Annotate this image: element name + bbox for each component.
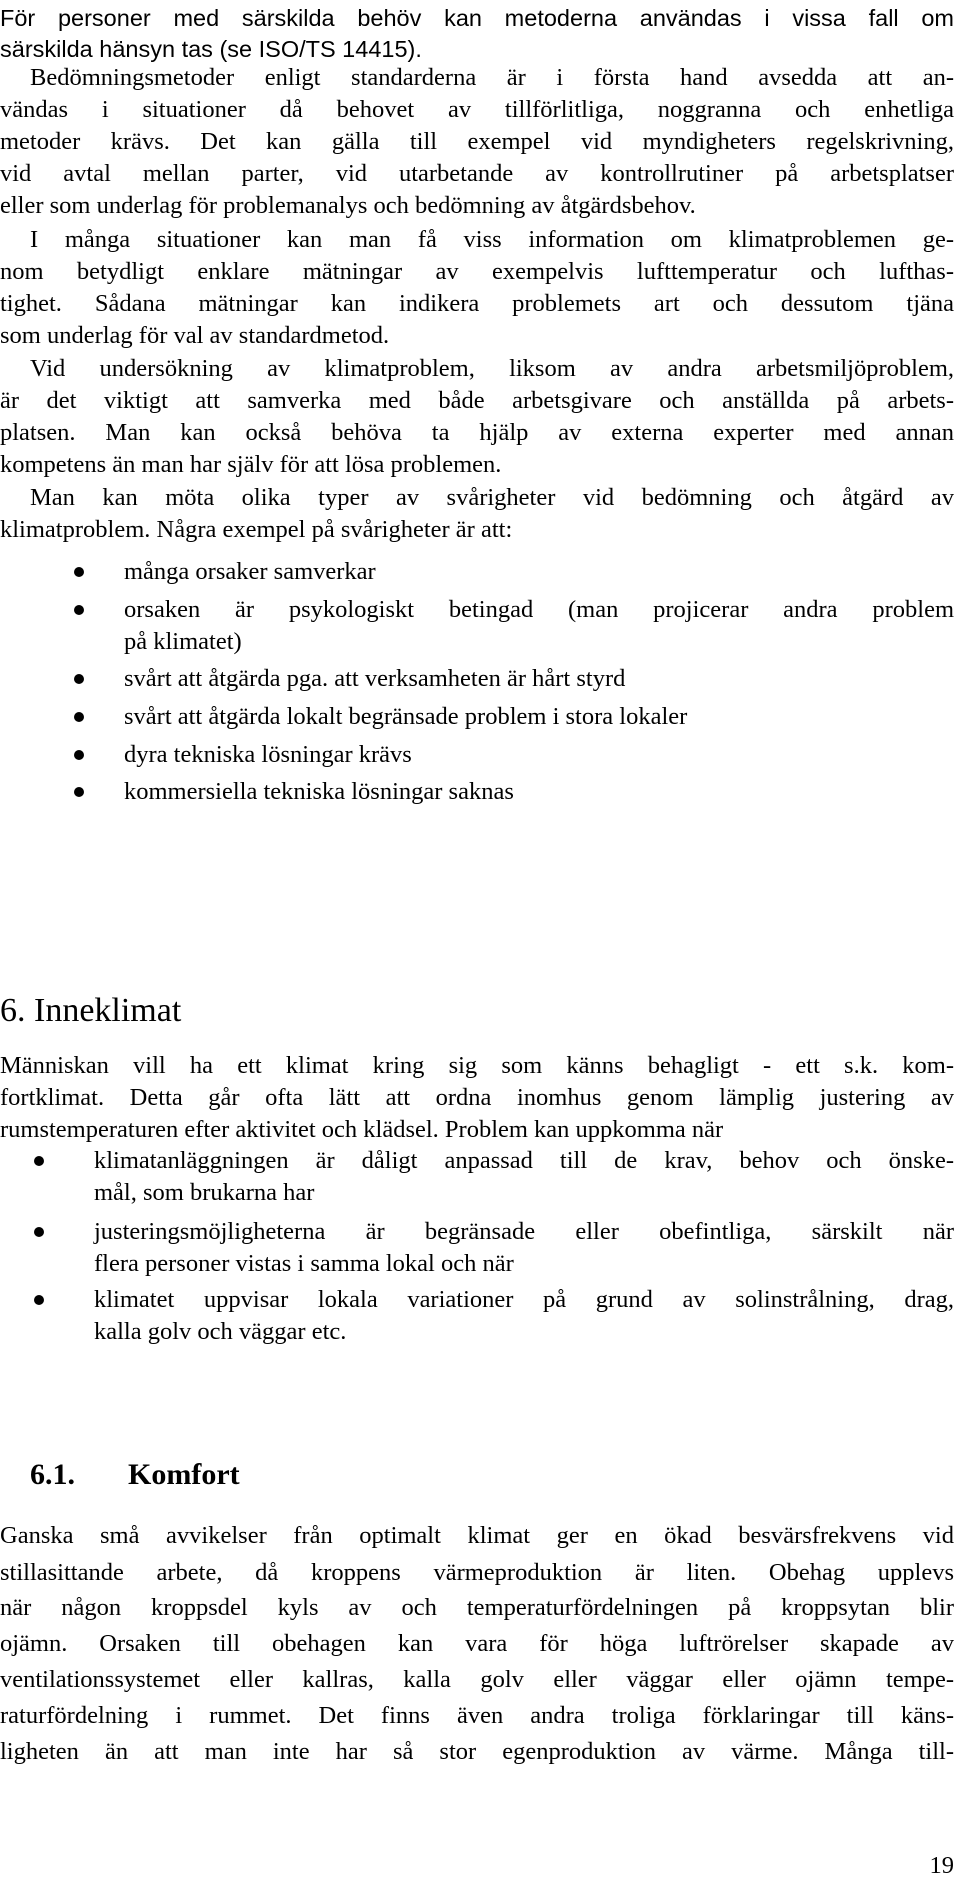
- list-item: orsaken är psykologiskt betingad (man projicerar andra problem: [124, 596, 954, 623]
- paragraph-line: stillasittande arbete, då kroppens värmeproduktion är liten. Obehag upplevs: [0, 1559, 954, 1586]
- list-item: klimatanläggningen är dåligt anpassad till de krav, behov och önske-: [94, 1147, 954, 1174]
- paragraph-line: I många situationer kan man få viss information om klimatproblemen ge-: [30, 226, 954, 253]
- page-number: 19: [929, 1852, 954, 1879]
- bullet-icon: [34, 1295, 44, 1305]
- paragraph-line: klimatproblem. Några exempel på svårigheter är att:: [0, 516, 513, 543]
- subsection-heading: [30, 1455, 240, 1495]
- paragraph-line: Vid undersökning av klimatproblem, liksom av andra arbetsmiljöproblem,: [30, 355, 954, 382]
- paragraph-line: rumstemperaturen efter aktivitet och klädsel. Problem kan uppkomma när: [0, 1116, 724, 1143]
- paragraph-line: eller som underlag för problemanalys och bedömning av åtgärdsbehov.: [0, 192, 696, 219]
- paragraph-line: Ganska små avvikelser från optimalt klimat ger en ökad besvärsfrekvens vid: [0, 1522, 954, 1549]
- bullet-icon: [74, 674, 84, 684]
- paragraph-line: ojämn. Orsaken till obehagen kan vara för höga luftrörelser skapade av: [0, 1630, 954, 1657]
- section-heading: 6. Inneklimat: [0, 992, 182, 1029]
- list-item: dyra tekniska lösningar krävs: [124, 741, 412, 768]
- paragraph-line: särskilda hänsyn tas (se ISO/TS 14415).: [0, 36, 422, 62]
- paragraph-line: Människan vill ha ett klimat kring sig som känns behagligt - ett s.k. kom-: [0, 1052, 954, 1079]
- list-item: kommersiella tekniska lösningar saknas: [124, 778, 514, 805]
- list-item: klimatet uppvisar lokala variationer på grund av solinstrålning, drag,: [94, 1286, 954, 1313]
- paragraph-line: kompetens än man har själv för att lösa problemen.: [0, 451, 502, 478]
- bullet-icon: [74, 712, 84, 722]
- subsection-title: Komfort: [128, 1458, 240, 1491]
- list-item: på klimatet): [124, 628, 242, 655]
- bullet-icon: [74, 787, 84, 797]
- paragraph-line: är det viktigt att samverka med både arbetsgivare och anställda på arbets-: [0, 387, 954, 414]
- paragraph-line: fortklimat. Detta går ofta lätt att ordna inomhus genom lämplig justering av: [0, 1084, 954, 1111]
- paragraph-line: Bedömningsmetoder enligt standarderna är i första hand avsedda att an-: [30, 64, 954, 91]
- list-item: kalla golv och väggar etc.: [94, 1318, 347, 1345]
- bullet-icon: [34, 1156, 44, 1166]
- bullet-icon: [74, 605, 84, 615]
- list-item: mål, som brukarna har: [94, 1179, 315, 1206]
- paragraph-line: vändas i situationer då behovet av tillförlitliga, noggranna och enhetliga: [0, 96, 954, 123]
- paragraph-line: ligheten än att man inte har så stor egenproduktion av värme. Många till-: [0, 1738, 954, 1765]
- subsection-number: 6.1.: [30, 1458, 75, 1491]
- paragraph-line: För personer med särskilda behöv kan metoderna användas i vissa fall om: [0, 5, 954, 31]
- list-item: svårt att åtgärda lokalt begränsade problem i stora lokaler: [124, 703, 688, 730]
- paragraph-line: när någon kroppsdel kyls av och temperaturfördelningen på kroppsytan blir: [0, 1594, 954, 1621]
- paragraph-line: ventilationssystemet eller kallras, kalla golv eller väggar eller ojämn tempe-: [0, 1666, 954, 1693]
- paragraph-line: som underlag för val av standardmetod.: [0, 322, 390, 349]
- paragraph-line: Man kan möta olika typer av svårigheter vid bedömning och åtgärd av: [30, 484, 954, 511]
- list-item: flera personer vistas i samma lokal och när: [94, 1250, 514, 1277]
- paragraph-line: metoder krävs. Det kan gälla till exempel vid myndigheters regelskrivning,: [0, 128, 954, 155]
- paragraph-line: raturfördelning i rummet. Det finns även andra troliga förklaringar till käns-: [0, 1702, 954, 1729]
- list-item: många orsaker samverkar: [124, 558, 376, 585]
- bullet-icon: [74, 567, 84, 577]
- paragraph-line: nom betydligt enklare mätningar av exempelvis lufttemperatur och lufthas-: [0, 258, 954, 285]
- bullet-icon: [74, 750, 84, 760]
- list-item: svårt att åtgärda pga. att verksamheten är hårt styrd: [124, 665, 626, 692]
- bullet-icon: [34, 1227, 44, 1237]
- paragraph-line: platsen. Man kan också behöva ta hjälp av externa experter med annan: [0, 419, 954, 446]
- paragraph-line: vid avtal mellan parter, vid utarbetande av kontrollrutiner på arbetsplatser: [0, 160, 954, 187]
- list-item: justeringsmöjligheterna är begränsade eller obefintliga, särskilt när: [94, 1218, 954, 1245]
- paragraph-line: tighet. Sådana mätningar kan indikera problemets art och dessutom tjäna: [0, 290, 954, 317]
